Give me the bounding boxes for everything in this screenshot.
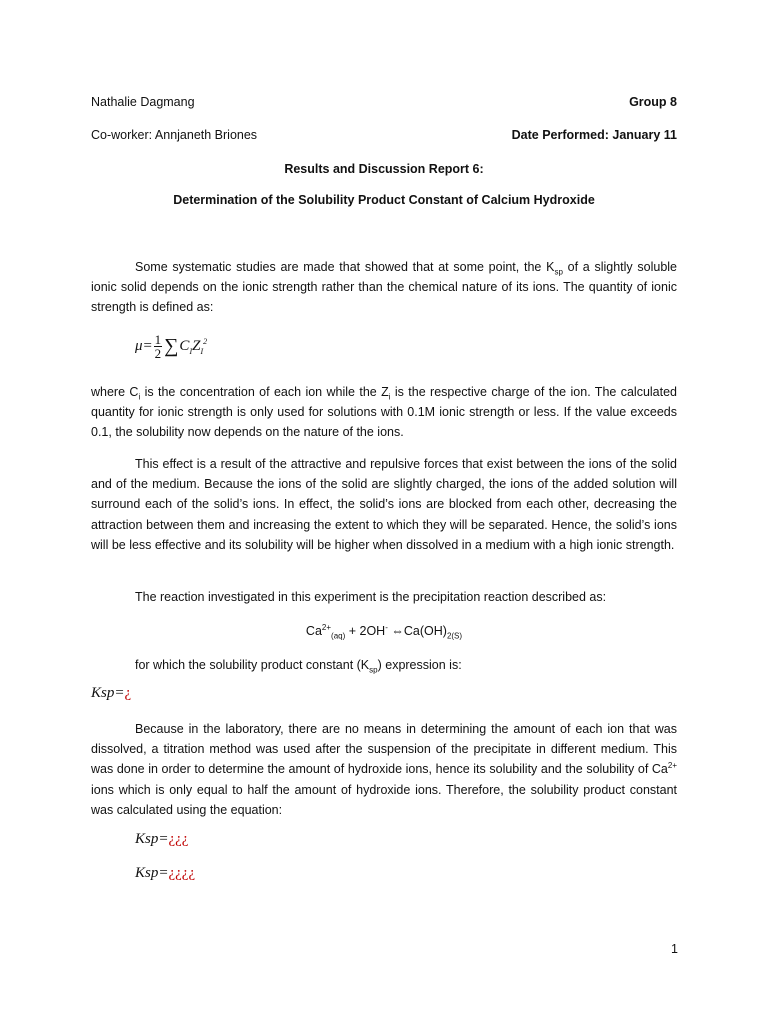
report-subject: Determination of the Solubility Product Constant of Calcium Hydroxide bbox=[173, 193, 595, 207]
paragraph-3: This effect is a result of the attractive and repulsive forces that exist between the ions of the solid and of the medium. Because the ions of the solid are slightly charged, the ions of the added solution will surround each of the solid’s ions. In effect, the solid’s ions are blocked from each other, decreasing the attraction between them and increasing the extent to which they will be separated. Hence, the solid’s ions will be less effective and its solubility will be higher when dissolved in a medium with a high ionic strength. bbox=[91, 457, 677, 552]
ksp-expression: Ksp=¿ bbox=[91, 685, 132, 701]
ksp-equation-2: Ksp=¿¿¿¿ bbox=[135, 865, 196, 881]
precipitation-reaction: $Ca^{2+}_{(aq)} + 2OH^-$ $\Leftrightarrow Ca(OH)_{2(S)}$ bbox=[305, 622, 463, 641]
ionic-strength-equation: μ= $\frac{1}{2}$ $\sum C_IZ_I^2$ bbox=[135, 332, 208, 361]
paragraph-6: Because in the laboratory, there are no means in determining the amount of each ion that was dissolved, a titration method was used after the suspension of the precipitate in different medium. This was done in order to determine the amount of hydroxide ions, hence its solubility and the solubility of $Ca^{2+}$ ions which is only equal to half the amount of hydroxide ions. Therefore, the solubility product constant was calculated using the equation: bbox=[91, 722, 677, 817]
coworker-name: Co-worker: Annjaneth Briones bbox=[91, 128, 258, 142]
page-number: 1 bbox=[671, 942, 678, 956]
report-title: Results and Discussion Report 6: bbox=[284, 162, 484, 176]
date-performed: Date Performed: January 11 bbox=[511, 128, 677, 142]
paragraph-5: for which the solubility product constant $(K_{sp})$ expression is: bbox=[135, 658, 462, 675]
author-name: Nathalie Dagmang bbox=[91, 95, 195, 109]
paragraph-2: where $C_i$ is the concentration of each ion while the $Z_i$ is the respective charge of the ion. The calculated quantity for ionic strength is only used for solutions with 0.1M ionic strength or less. If the value exceeds 0.1, the solubility now depends on the nature of the ions. bbox=[91, 385, 678, 440]
ksp-equation-1: Ksp=¿¿¿ bbox=[135, 831, 189, 847]
paragraph-4: The reaction investigated in this experiment is the precipitation reaction described as: bbox=[135, 590, 607, 604]
paragraph-1: Some systematic studies are made that showed that at some point, the $K_{sp}$ of a slightly soluble ionic solid depends on the ionic strength rather than the chemical nature of its ions. The quantity of ionic strength is defined as: bbox=[91, 260, 677, 315]
group-label: Group 8 bbox=[629, 95, 677, 109]
